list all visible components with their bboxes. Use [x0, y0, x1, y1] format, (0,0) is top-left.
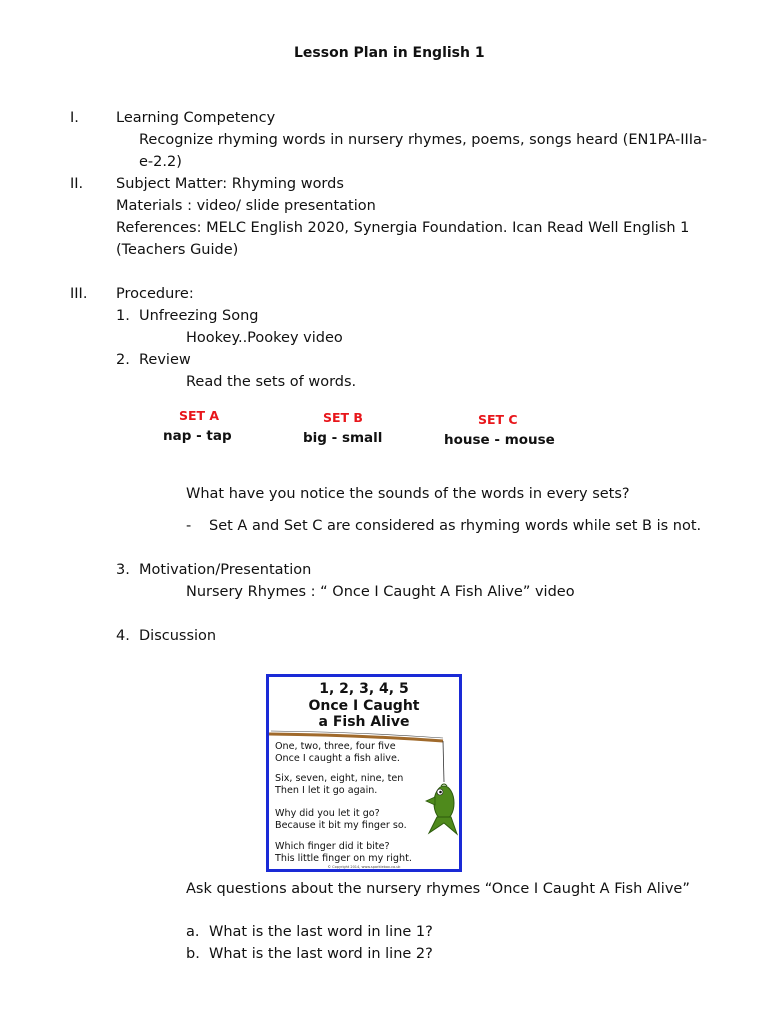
question-b-letter: b.: [186, 946, 200, 962]
step-1-number: 1.: [116, 308, 130, 324]
step-2-number: 2.: [116, 352, 130, 368]
step-1-label: Unfreezing Song: [139, 308, 259, 324]
references-line1: References: MELC English 2020, Synergia Foundation. Ican Read Well English 1: [116, 220, 690, 236]
poster-title-line1: 1, 2, 3, 4, 5: [319, 681, 409, 697]
procedure-heading: Procedure:: [116, 286, 194, 302]
competency-text-line1: Recognize rhyming words in nursery rhymes, poems, songs heard (EN1PA-IIIa-: [139, 132, 708, 148]
nursery-rhyme-poster: [266, 674, 462, 872]
section-3-numeral: III.: [70, 286, 88, 302]
subject-matter: Subject Matter: Rhyming words: [116, 176, 344, 192]
poster-line-6: Because it bit my finger so.: [275, 820, 407, 831]
poster-line-8: This little finger on my right.: [275, 853, 412, 864]
step-4-label: Discussion: [139, 628, 217, 644]
step-3-number: 3.: [116, 562, 130, 578]
set-b-words: big - small: [303, 430, 383, 446]
poster-line-4: Then I let it go again.: [275, 785, 378, 796]
review-question: What have you notice the sounds of the words in every sets?: [186, 486, 630, 502]
poster-copyright: © Copyright 2014, www.sparklebox.co.uk: [327, 865, 401, 869]
fish-icon: [426, 784, 457, 834]
discussion-instruction: Ask questions about the nursery rhymes “Once I Caught A Fish Alive”: [186, 881, 690, 897]
question-a-text: What is the last word in line 1?: [209, 924, 433, 940]
set-c-words: house - mouse: [444, 432, 555, 448]
fishing-rod: [269, 734, 443, 741]
step-1-detail: Hookey..Pookey video: [186, 330, 343, 346]
fishing-line: [443, 741, 444, 782]
set-a-words: nap - tap: [163, 428, 232, 444]
step-3-label: Motivation/Presentation: [139, 562, 312, 578]
step-4-number: 4.: [116, 628, 130, 644]
set-b-label: SET B: [323, 410, 363, 425]
question-a-letter: a.: [186, 924, 200, 940]
section-2-numeral: II.: [70, 176, 84, 192]
poster-title-line2: Once I Caught: [308, 698, 420, 714]
poster-line-3: Six, seven, eight, nine, ten: [275, 773, 404, 784]
set-a-label: SET A: [179, 408, 220, 423]
section-1-numeral: I.: [70, 110, 79, 126]
step-3-detail: Nursery Rhymes : “ Once I Caught A Fish Alive” video: [186, 584, 575, 600]
poster-line-5: Why did you let it go?: [275, 808, 380, 819]
section-1-heading: Learning Competency: [116, 110, 276, 126]
answer-dash: -: [186, 518, 192, 534]
materials: Materials : video/ slide presentation: [116, 198, 376, 214]
poster-line-2: Once I caught a fish alive.: [275, 753, 400, 764]
page-title: Lesson Plan in English 1: [294, 45, 485, 61]
references-line2: (Teachers Guide): [116, 242, 239, 258]
step-2-detail: Read the sets of words.: [186, 374, 357, 390]
set-c-label: SET C: [478, 412, 518, 427]
review-answer: Set A and Set C are considered as rhyming words while set B is not.: [209, 518, 702, 534]
poster-title-line3: a Fish Alive: [318, 714, 410, 730]
poster-line-1: One, two, three, four five: [275, 741, 396, 752]
poster-line-7: Which finger did it bite?: [275, 841, 390, 852]
question-b-text: What is the last word in line 2?: [209, 946, 433, 962]
competency-text-line2: e-2.2): [139, 154, 182, 170]
step-2-label: Review: [139, 352, 191, 368]
